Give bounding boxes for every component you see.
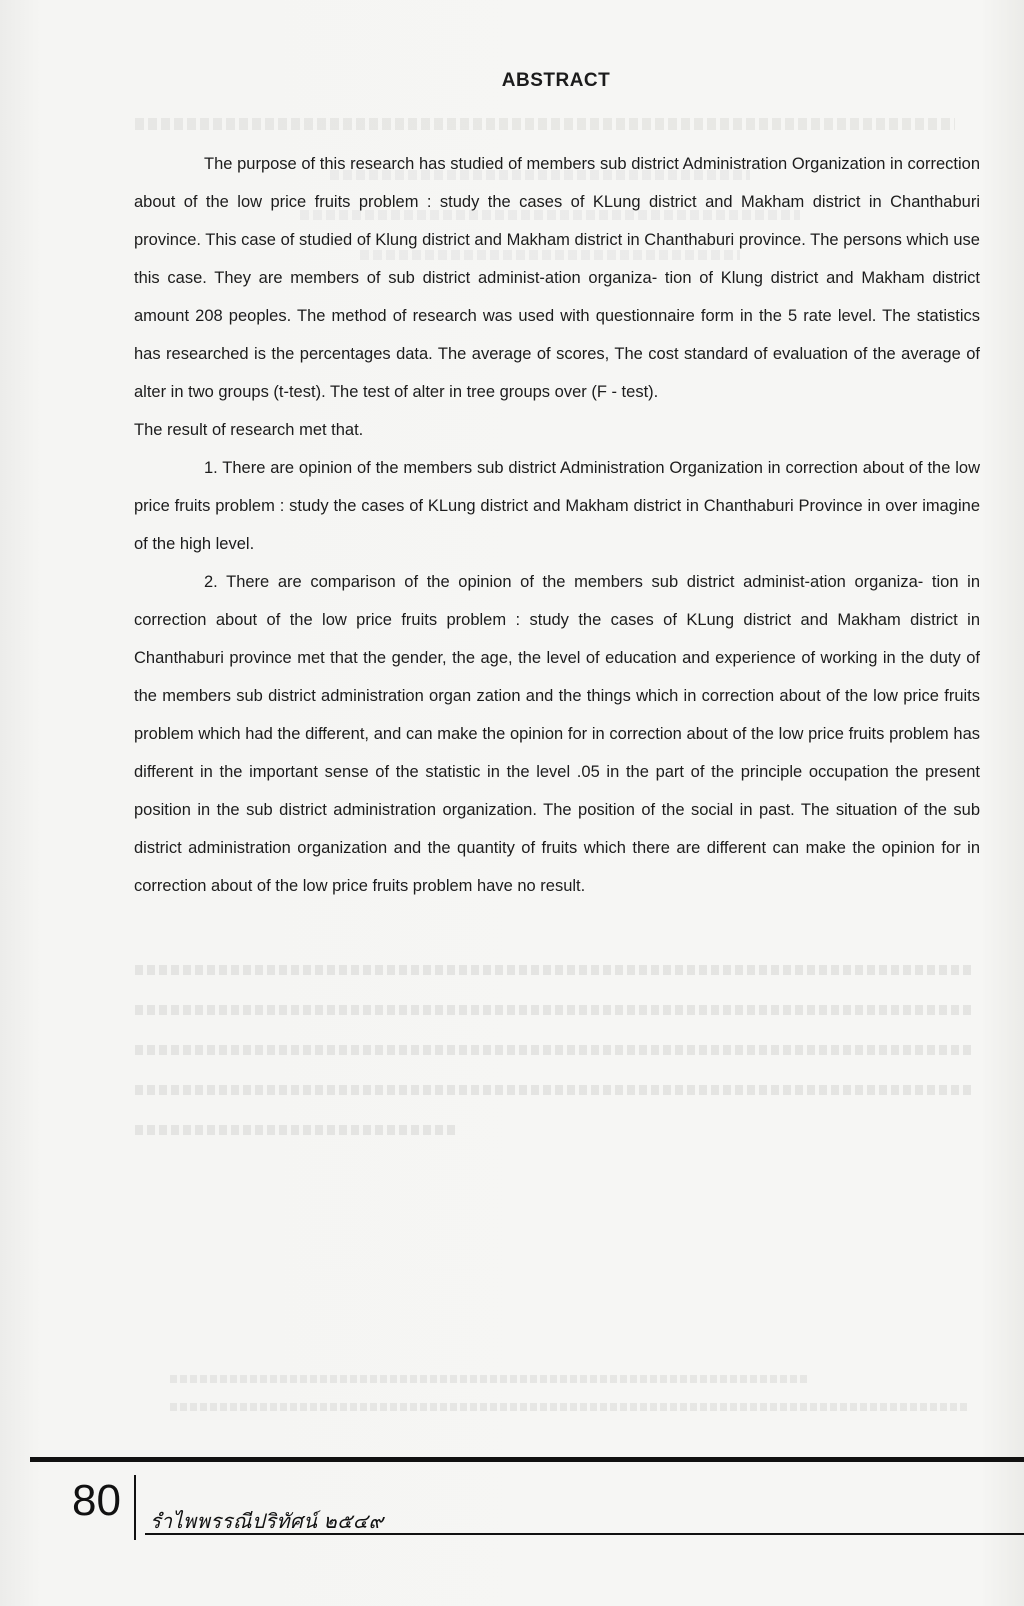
result-item-1: 1. There are opinion of the members sub district Administration Organization in correction about of the low price fruits problem : study the cases of KLung district and Makham district in Chanthaburi Province in over imagine of the high level. xyxy=(134,459,980,553)
result-intro-line: The result of research met that. xyxy=(134,421,364,439)
journal-name: รำไพพรรณีปริทัศน์ ๒๕๔๙ xyxy=(150,1511,384,1533)
footer-vertical-divider xyxy=(134,1475,136,1540)
page-number: 80 xyxy=(72,1476,121,1525)
abstract-paragraph-1: The purpose of this research has studied of members sub district Administration Organization in correction about of the low price fruits problem : study the cases of KLung district and Makham district in Chanthaburi province. This case of studied of Klung district and Makham district in Chanthaburi province. The persons which use this case. They are members of sub district administ-ation organiza- tion of Klung district and Makham district amount 208 peoples. The method of research was used with questionnaire form in the 5 rate level. The statistics has researched is the percentages data. The average of scores, The cost standard of evaluation of the average of alter in two groups (t-test). The test of alter in tree groups over (F - test). xyxy=(134,155,980,401)
footer-divider-thick xyxy=(30,1457,1024,1462)
result-item-2: 2. There are comparison of the opinion of the members sub district administ-ation organiza- tion in correction about of the low price fruits problem : study the cases of KLung district and Makham district in Chanthaburi province met that the gender, the age, the level of education and experience of working in the duty of the members sub district administration organ zation and the things which in correction about of the low price fruits problem which had the different, and can make the opinion for in correction about of the low price fruits problem has different in the important sense of the statistic in the level .05 in the part of the principle occupation the present position in the sub district administration organization. The position of the social in past. The situation of the sub district administration organization and the quantity of fruits which there are different can make the opinion for in correction about of the low price fruits problem have no result. xyxy=(134,573,980,895)
abstract-body xyxy=(134,145,980,905)
abstract-heading: ABSTRACT xyxy=(501,70,611,91)
